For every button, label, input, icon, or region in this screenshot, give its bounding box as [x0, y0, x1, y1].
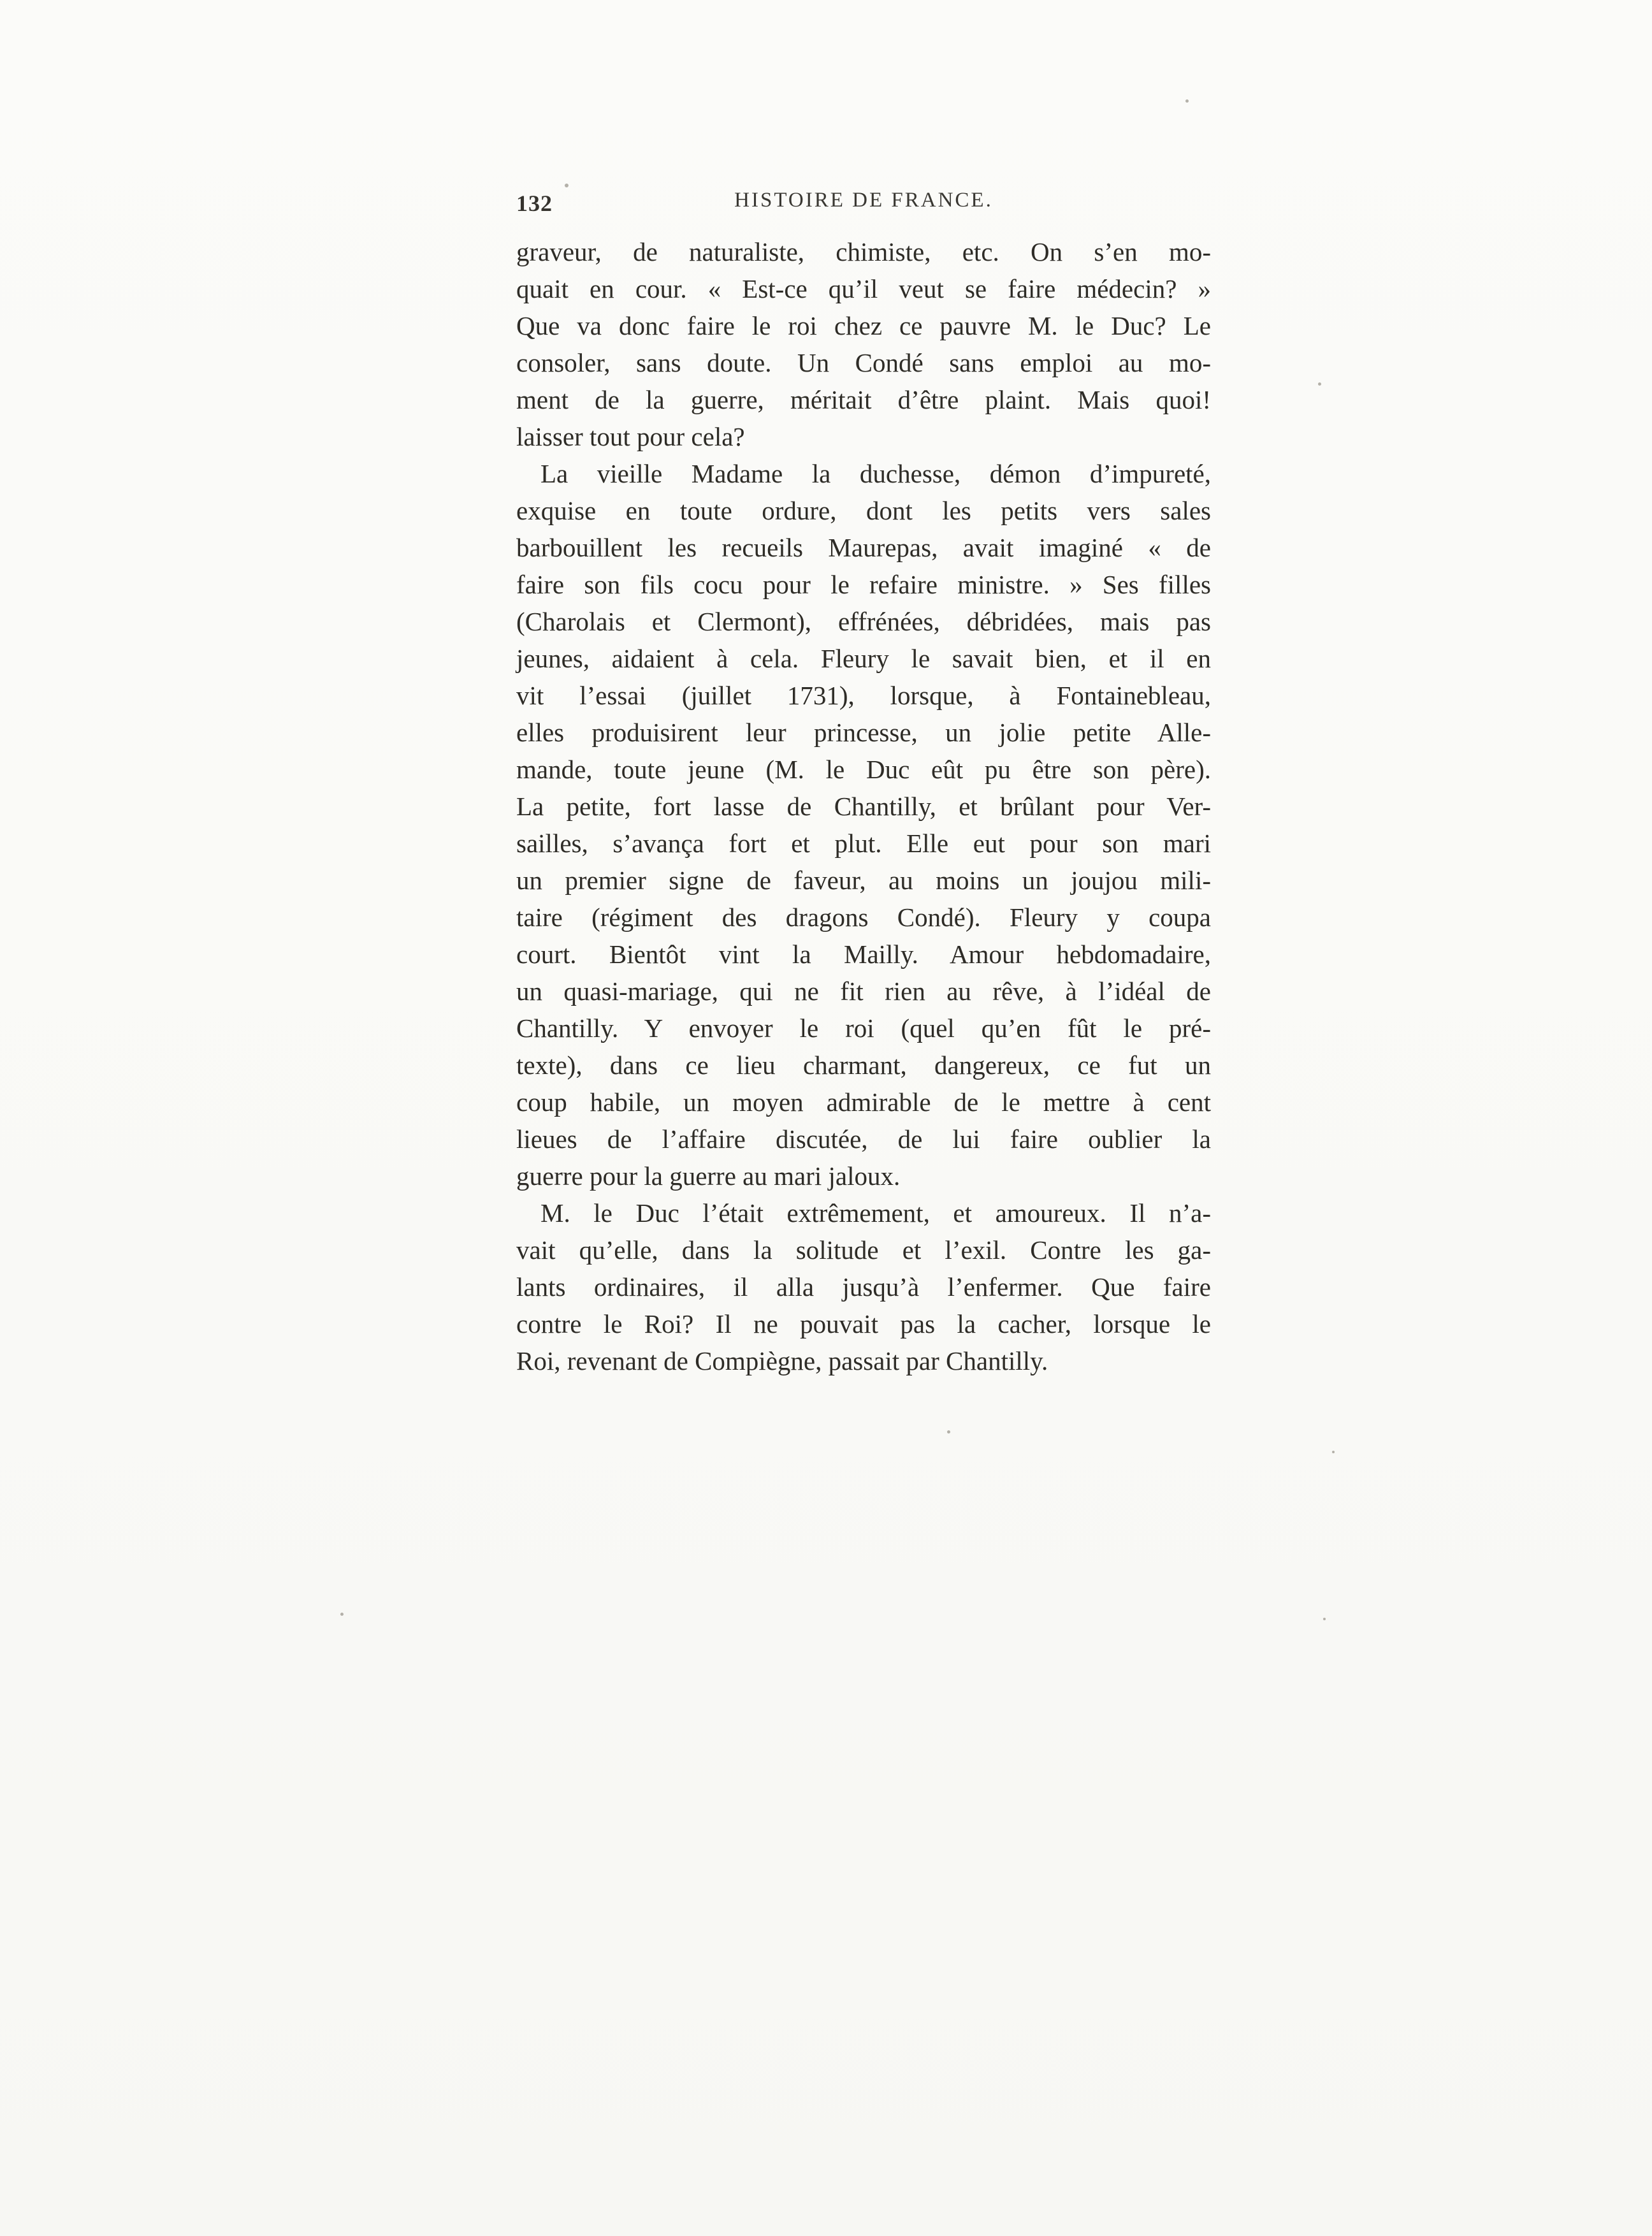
text-line: lieues de l’affaire discutée, de lui faire oublier la: [516, 1124, 1211, 1154]
text-line: mande, toute jeune (M. le Duc eût pu être son père).: [516, 755, 1211, 784]
text-line: quait en cour. « Est-ce qu’il veut se faire médecin? »: [516, 274, 1211, 303]
text-line: Roi, revenant de Compiègne, passait par Chantilly.: [516, 1346, 1048, 1376]
text-block: [516, 189, 1211, 1379]
text-line: La vieille Madame la duchesse, démon d’impureté,: [540, 459, 1211, 488]
scan-speck: [1185, 99, 1189, 103]
text-line: texte), dans ce lieu charmant, dangereux, ce fut un: [516, 1050, 1211, 1080]
running-head: [516, 189, 1211, 217]
scan-speck: [340, 1613, 344, 1616]
text-line: taire (régiment des dragons Condé). Fleury y coupa: [516, 903, 1211, 932]
scan-speck: [1332, 1451, 1335, 1453]
text-line: (Charolais et Clermont), effrénées, débridées, mais pas: [516, 607, 1211, 636]
text-line: barbouillent les recueils Maurepas, avait imaginé « de: [516, 533, 1211, 562]
text-line: exquise en toute ordure, dont les petits vers sales: [516, 496, 1211, 525]
scan-speck: [947, 1430, 950, 1434]
body-text: [516, 233, 1211, 1379]
text-line: graveur, de naturaliste, chimiste, etc. On s’en mo-: [516, 237, 1211, 266]
text-line: elles produisirent leur princesse, un jolie petite Alle-: [516, 718, 1211, 747]
text-line: consoler, sans doute. Un Condé sans emploi au mo-: [516, 348, 1211, 377]
text-line: Que va donc faire le roi chez ce pauvre M. le Duc? Le: [516, 311, 1211, 340]
text-line: jeunes, aidaient à cela. Fleury le savait bien, et il en: [516, 644, 1211, 673]
text-line: contre le Roi? Il ne pouvait pas la cacher, lorsque le: [516, 1309, 1211, 1339]
text-line: faire son fils cocu pour le refaire ministre. » Ses filles: [516, 570, 1211, 599]
text-line: La petite, fort lasse de Chantilly, et brûlant pour Ver-: [516, 792, 1211, 821]
text-line: un premier signe de faveur, au moins un joujou mili-: [516, 866, 1211, 895]
text-line: vit l’essai (juillet 1731), lorsque, à Fontainebleau,: [516, 681, 1211, 710]
scan-speck: [1323, 1618, 1326, 1620]
running-header-title: HISTOIRE DE FRANCE.: [734, 189, 993, 212]
text-line: court. Bientôt vint la Mailly. Amour hebdomadaire,: [516, 940, 1211, 969]
text-line: Chantilly. Y envoyer le roi (quel qu’en fût le pré-: [516, 1013, 1211, 1043]
text-line: vait qu’elle, dans la solitude et l’exil. Contre les ga-: [516, 1235, 1211, 1265]
text-line: coup habile, un moyen admirable de le mettre à cent: [516, 1087, 1211, 1117]
text-line: laisser tout pour cela?: [516, 422, 745, 451]
page-number: 132: [516, 191, 553, 216]
text-line: lants ordinaires, il alla jusqu’à l’enfermer. Que faire: [516, 1272, 1211, 1302]
scan-speck: [1318, 382, 1321, 386]
text-line: sailles, s’avança fort et plut. Elle eut pour son mari: [516, 829, 1211, 858]
scan-speck: [565, 184, 569, 187]
text-line: ment de la guerre, méritait d’être plaint. Mais quoi!: [516, 385, 1211, 414]
text-line: un quasi-mariage, qui ne fit rien au rêve, à l’idéal de: [516, 976, 1211, 1006]
text-line: M. le Duc l’était extrêmement, et amoureux. Il n’a-: [540, 1198, 1211, 1228]
text-line: guerre pour la guerre au mari jaloux.: [516, 1161, 901, 1191]
